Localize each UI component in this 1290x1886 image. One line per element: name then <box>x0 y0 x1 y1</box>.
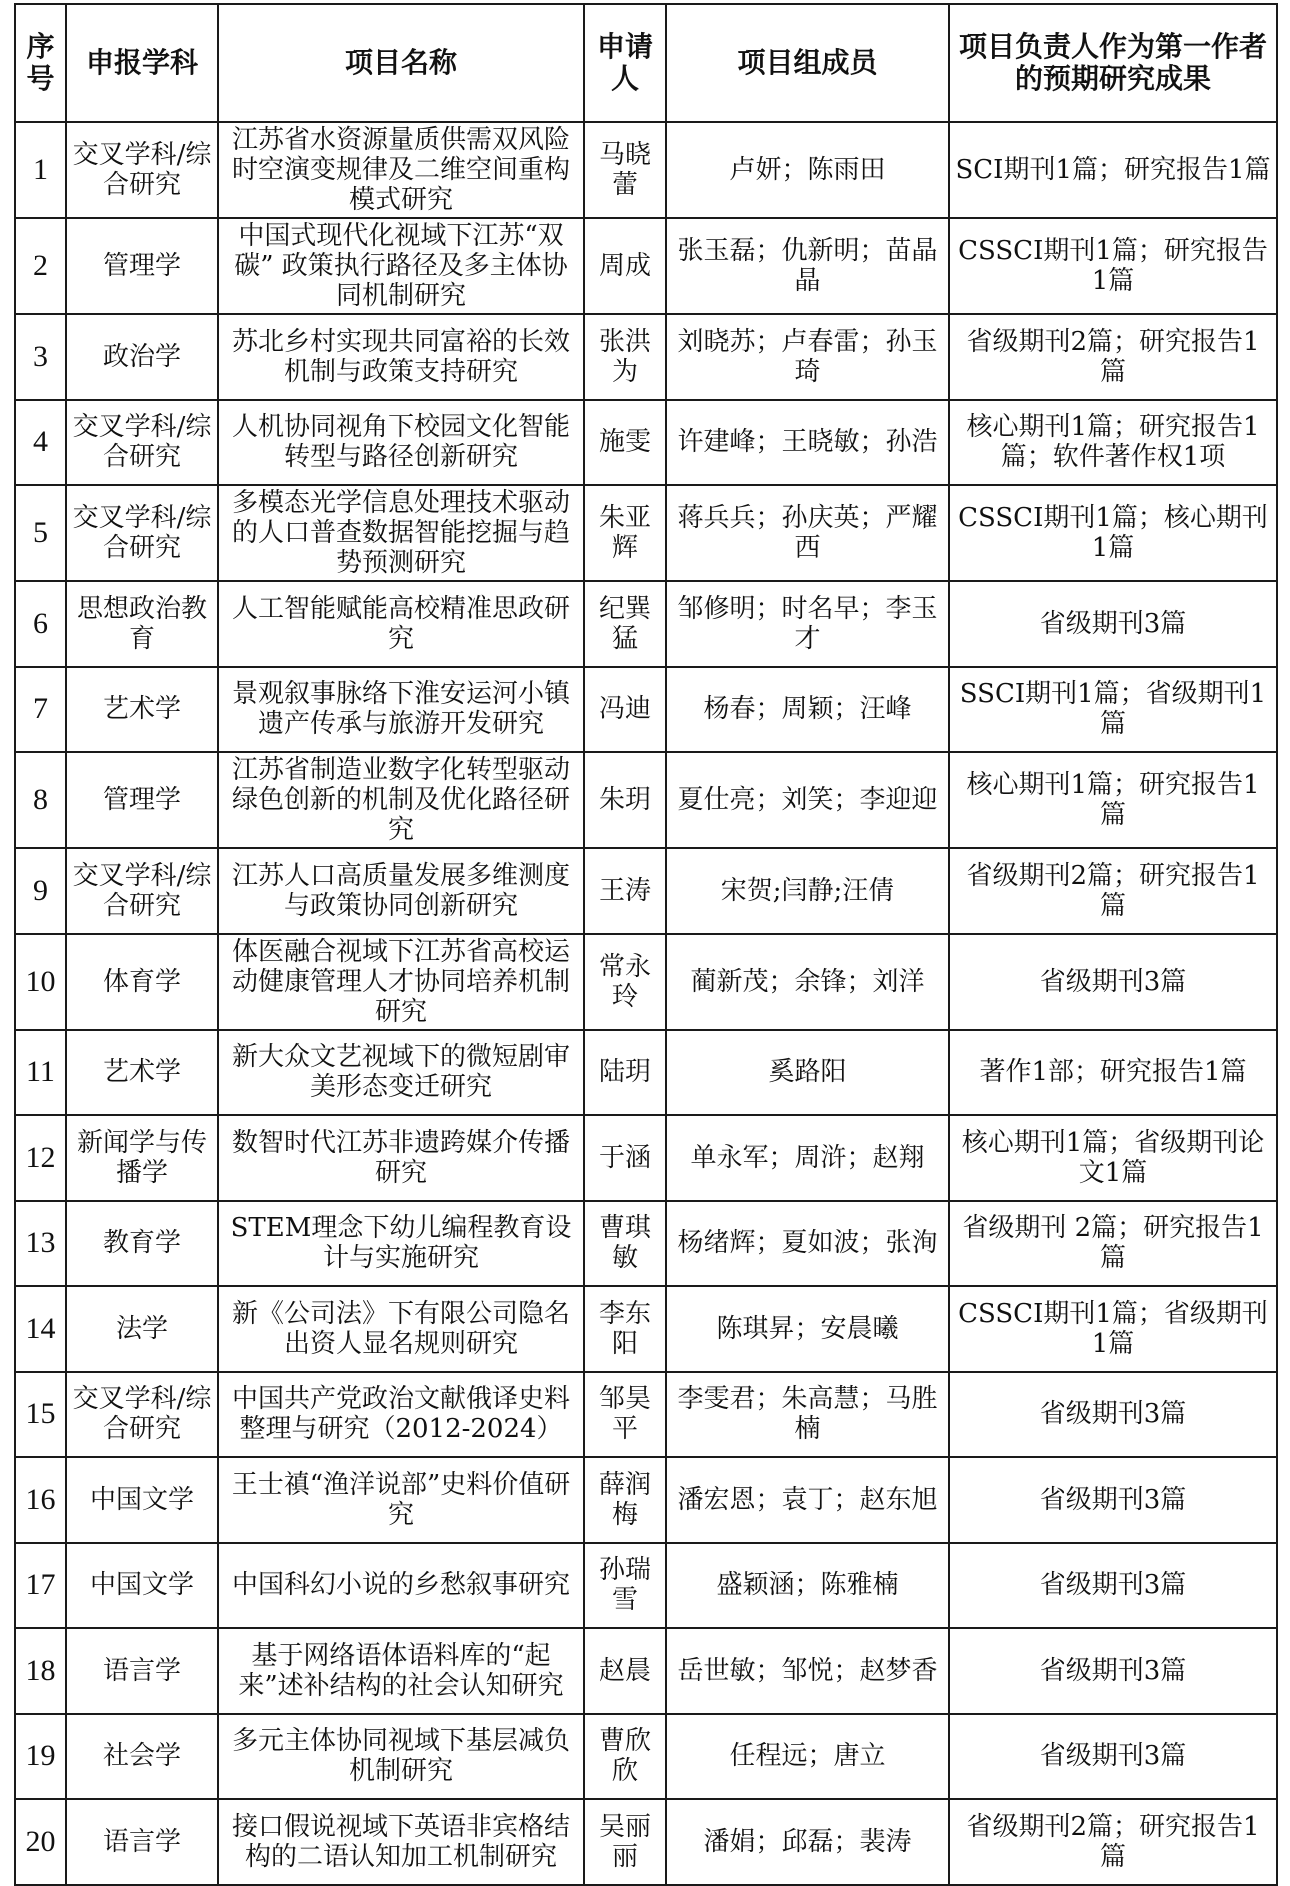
cell-members: 岳世敏；邹悦；赵梦香 <box>666 1628 949 1714</box>
cell-discipline: 艺术学 <box>66 667 218 753</box>
cell-members: 潘宏恩；袁丁；赵东旭 <box>666 1457 949 1543</box>
cell-index: 14 <box>15 1286 66 1372</box>
cell-index: 4 <box>15 400 66 486</box>
header-index: 序号 <box>15 4 66 122</box>
cell-applicant: 马晓蕾 <box>584 122 666 218</box>
cell-members: 潘娟；邱磊；裴涛 <box>666 1799 949 1885</box>
cell-discipline: 社会学 <box>66 1714 218 1800</box>
cell-expected-outcome: 省级期刊3篇 <box>949 1714 1277 1800</box>
cell-members: 卢妍；陈雨田 <box>666 122 949 218</box>
table-row <box>15 752 1277 848</box>
cell-members: 张玉磊；仇新明；苗晶晶 <box>666 218 949 314</box>
cell-index: 8 <box>15 752 66 848</box>
cell-expected-outcome: 省级期刊2篇；研究报告1篇 <box>949 1799 1277 1885</box>
cell-members: 杨春；周颖；汪峰 <box>666 667 949 753</box>
cell-index: 18 <box>15 1628 66 1714</box>
cell-discipline: 交叉学科/综合研究 <box>66 1372 218 1458</box>
cell-project-name: 人机协同视角下校园文化智能转型与路径创新研究 <box>218 400 584 486</box>
cell-discipline: 艺术学 <box>66 1030 218 1116</box>
cell-project-name: 新《公司法》下有限公司隐名出资人显名规则研究 <box>218 1286 584 1372</box>
cell-members: 刘晓苏；卢春雷；孙玉琦 <box>666 314 949 400</box>
cell-expected-outcome: 核心期刊1篇；省级期刊论文1篇 <box>949 1115 1277 1201</box>
table-row <box>15 1799 1277 1885</box>
cell-discipline: 中国文学 <box>66 1543 218 1629</box>
cell-discipline: 管理学 <box>66 218 218 314</box>
cell-applicant: 吴丽丽 <box>584 1799 666 1885</box>
cell-index: 2 <box>15 218 66 314</box>
header-members: 项目组成员 <box>666 4 949 122</box>
header-project-name: 项目名称 <box>218 4 584 122</box>
cell-members: 单永军；周浒；赵翔 <box>666 1115 949 1201</box>
cell-discipline: 思想政治教育 <box>66 581 218 667</box>
cell-index: 6 <box>15 581 66 667</box>
cell-members: 奚路阳 <box>666 1030 949 1116</box>
cell-project-name: 新大众文艺视域下的微短剧审美形态变迁研究 <box>218 1030 584 1116</box>
cell-members: 陈琪昇；安晨曦 <box>666 1286 949 1372</box>
cell-applicant: 李东阳 <box>584 1286 666 1372</box>
cell-expected-outcome: SCI期刊1篇；研究报告1篇 <box>949 122 1277 218</box>
table-row <box>15 314 1277 400</box>
cell-index: 16 <box>15 1457 66 1543</box>
table-row <box>15 1201 1277 1287</box>
cell-applicant: 薛润梅 <box>584 1457 666 1543</box>
cell-applicant: 冯迪 <box>584 667 666 753</box>
cell-index: 12 <box>15 1115 66 1201</box>
cell-applicant: 孙瑞雪 <box>584 1543 666 1629</box>
cell-discipline: 交叉学科/综合研究 <box>66 848 218 934</box>
table-row <box>15 1714 1277 1800</box>
cell-discipline: 管理学 <box>66 752 218 848</box>
project-table <box>14 3 1278 1886</box>
table-row <box>15 1372 1277 1458</box>
table-row <box>15 1628 1277 1714</box>
table-row <box>15 1543 1277 1629</box>
cell-discipline: 新闻学与传播学 <box>66 1115 218 1201</box>
table-row <box>15 122 1277 218</box>
table-row <box>15 581 1277 667</box>
cell-expected-outcome: 省级期刊3篇 <box>949 934 1277 1030</box>
cell-discipline: 政治学 <box>66 314 218 400</box>
cell-applicant: 施雯 <box>584 400 666 486</box>
cell-applicant: 陆玥 <box>584 1030 666 1116</box>
cell-expected-outcome: 核心期刊1篇；研究报告1篇 <box>949 752 1277 848</box>
cell-index: 13 <box>15 1201 66 1287</box>
cell-index: 11 <box>15 1030 66 1116</box>
cell-expected-outcome: 省级期刊 2篇；研究报告1篇 <box>949 1201 1277 1287</box>
cell-index: 5 <box>15 485 66 581</box>
cell-index: 3 <box>15 314 66 400</box>
cell-applicant: 周成 <box>584 218 666 314</box>
cell-discipline: 体育学 <box>66 934 218 1030</box>
cell-expected-outcome: CSSCI期刊1篇；核心期刊1篇 <box>949 485 1277 581</box>
cell-members: 盛颖涵；陈雅楠 <box>666 1543 949 1629</box>
cell-project-name: 苏北乡村实现共同富裕的长效机制与政策支持研究 <box>218 314 584 400</box>
cell-project-name: 江苏省水资源量质供需双风险时空演变规律及二维空间重构模式研究 <box>218 122 584 218</box>
cell-members: 邹修明；时名早；李玉才 <box>666 581 949 667</box>
table-row <box>15 667 1277 753</box>
cell-members: 夏仕亮；刘笑；李迎迎 <box>666 752 949 848</box>
cell-discipline: 教育学 <box>66 1201 218 1287</box>
table-row <box>15 400 1277 486</box>
cell-expected-outcome: 省级期刊3篇 <box>949 1372 1277 1458</box>
cell-applicant: 朱玥 <box>584 752 666 848</box>
cell-index: 7 <box>15 667 66 753</box>
cell-discipline: 语言学 <box>66 1628 218 1714</box>
table-row <box>15 848 1277 934</box>
cell-applicant: 纪巽猛 <box>584 581 666 667</box>
cell-applicant: 邹昊平 <box>584 1372 666 1458</box>
cell-project-name: STEM理念下幼儿编程教育设计与实施研究 <box>218 1201 584 1287</box>
cell-applicant: 曹欣欣 <box>584 1714 666 1800</box>
cell-expected-outcome: 省级期刊3篇 <box>949 1543 1277 1629</box>
cell-discipline: 交叉学科/综合研究 <box>66 400 218 486</box>
cell-expected-outcome: 省级期刊3篇 <box>949 1628 1277 1714</box>
cell-expected-outcome: CSSCI期刊1篇；省级期刊1篇 <box>949 1286 1277 1372</box>
cell-expected-outcome: 核心期刊1篇；研究报告1篇；软件著作权1项 <box>949 400 1277 486</box>
cell-discipline: 中国文学 <box>66 1457 218 1543</box>
cell-project-name: 数智时代江苏非遗跨媒介传播研究 <box>218 1115 584 1201</box>
cell-project-name: 景观叙事脉络下淮安运河小镇遗产传承与旅游开发研究 <box>218 667 584 753</box>
cell-index: 1 <box>15 122 66 218</box>
cell-project-name: 体医融合视域下江苏省高校运动健康管理人才协同培养机制研究 <box>218 934 584 1030</box>
cell-expected-outcome: 省级期刊2篇；研究报告1篇 <box>949 848 1277 934</box>
cell-expected-outcome: 省级期刊2篇；研究报告1篇 <box>949 314 1277 400</box>
cell-members: 李雯君；朱高慧；马胜楠 <box>666 1372 949 1458</box>
cell-project-name: 中国科幻小说的乡愁叙事研究 <box>218 1543 584 1629</box>
table-body <box>15 122 1277 1885</box>
cell-members: 许建峰；王晓敏；孙浩 <box>666 400 949 486</box>
table-row <box>15 485 1277 581</box>
cell-discipline: 法学 <box>66 1286 218 1372</box>
cell-members: 宋贺;闫静;汪倩 <box>666 848 949 934</box>
table-row <box>15 1457 1277 1543</box>
header-discipline: 申报学科 <box>66 4 218 122</box>
cell-expected-outcome: 省级期刊3篇 <box>949 1457 1277 1543</box>
cell-expected-outcome: 著作1部；研究报告1篇 <box>949 1030 1277 1116</box>
table-row <box>15 934 1277 1030</box>
cell-applicant: 于涵 <box>584 1115 666 1201</box>
cell-expected-outcome: 省级期刊3篇 <box>949 581 1277 667</box>
cell-index: 19 <box>15 1714 66 1800</box>
cell-applicant: 朱亚辉 <box>584 485 666 581</box>
cell-project-name: 接口假说视域下英语非宾格结构的二语认知加工机制研究 <box>218 1799 584 1885</box>
cell-expected-outcome: CSSCI期刊1篇；研究报告1篇 <box>949 218 1277 314</box>
cell-project-name: 多元主体协同视域下基层减负机制研究 <box>218 1714 584 1800</box>
table-header-row <box>15 4 1277 122</box>
cell-index: 17 <box>15 1543 66 1629</box>
table-row <box>15 1030 1277 1116</box>
header-expected-outcome: 项目负责人作为第一作者的预期研究成果 <box>949 4 1277 122</box>
table-row <box>15 1115 1277 1201</box>
table-row <box>15 218 1277 314</box>
cell-applicant: 张洪为 <box>584 314 666 400</box>
header-applicant: 申请人 <box>584 4 666 122</box>
cell-members: 蔺新茂；余锋；刘洋 <box>666 934 949 1030</box>
cell-project-name: 多模态光学信息处理技术驱动的人口普查数据智能挖掘与趋势预测研究 <box>218 485 584 581</box>
cell-index: 20 <box>15 1799 66 1885</box>
cell-members: 蒋兵兵；孙庆英；严耀西 <box>666 485 949 581</box>
cell-index: 10 <box>15 934 66 1030</box>
cell-project-name: 江苏人口高质量发展多维测度与政策协同创新研究 <box>218 848 584 934</box>
cell-discipline: 交叉学科/综合研究 <box>66 122 218 218</box>
table-row <box>15 1286 1277 1372</box>
cell-applicant: 常永玲 <box>584 934 666 1030</box>
cell-project-name: 王士禛“渔洋说部”史料价值研究 <box>218 1457 584 1543</box>
cell-members: 杨绪辉；夏如波；张洵 <box>666 1201 949 1287</box>
cell-discipline: 交叉学科/综合研究 <box>66 485 218 581</box>
cell-project-name: 中国式现代化视域下江苏“双碳” 政策执行路径及多主体协同机制研究 <box>218 218 584 314</box>
cell-project-name: 人工智能赋能高校精准思政研究 <box>218 581 584 667</box>
cell-expected-outcome: SSCI期刊1篇；省级期刊1篇 <box>949 667 1277 753</box>
cell-applicant: 曹琪敏 <box>584 1201 666 1287</box>
project-list-sheet <box>14 3 1276 1886</box>
cell-project-name: 基于网络语体语料库的“起来”述补结构的社会认知研究 <box>218 1628 584 1714</box>
cell-members: 任程远；唐立 <box>666 1714 949 1800</box>
cell-discipline: 语言学 <box>66 1799 218 1885</box>
cell-applicant: 赵晨 <box>584 1628 666 1714</box>
cell-project-name: 江苏省制造业数字化转型驱动绿色创新的机制及优化路径研究 <box>218 752 584 848</box>
cell-index: 9 <box>15 848 66 934</box>
cell-index: 15 <box>15 1372 66 1458</box>
cell-project-name: 中国共产党政治文献俄译史料整理与研究（2012-2024） <box>218 1372 584 1458</box>
cell-applicant: 王涛 <box>584 848 666 934</box>
